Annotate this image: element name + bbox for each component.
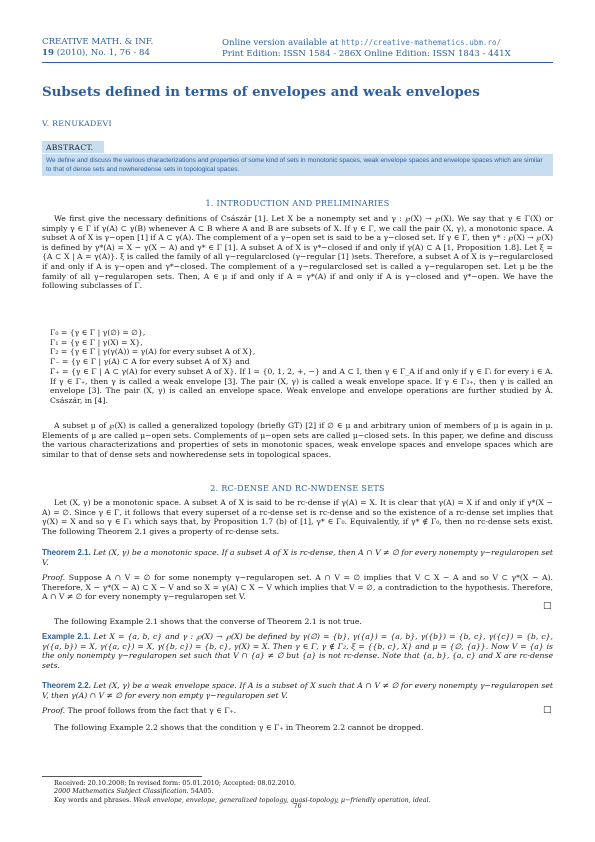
proof-2-1: Proof. Suppose A ∩ V = ∅ for some nonempty γ−regularopen set. A ∩ V = ∅ implies that V ⊂ X − A and so V ⊂ γ*(X − A). Therefore, X − γ*(X − A) ⊂ X − V and so X = γ(A) ⊂ X − V which implies that V = ∅, a contradiction to the hypothesis. Therefore, A ∩ V ≠ ∅ for every nonempty γ−regularopen set V. (42, 573, 553, 602)
example-2-1: Example 2.1. Let X = {a, b, c} and γ : ℘(X) → ℘(X) be defined by γ(∅) = {b}, γ({a}) = {a, b}, γ({b}) = {b, c}, γ({c}) = {b, c}, γ({a, b}) = X, γ({a, c}) = X, γ({b, c}) = {b, c}, γ(X) = X. Then γ ∈ Γ, γ ∉ Γ₂, ξ = {{b, c}, X} and μ = {∅, {a}}. Now V = {a} is the only nonempty γ−regularopen set such that V ∩ {a} ≠ ∅ but {a} is not rc-dense. Note that {a, b}, {a, c} and X are rc-dense sets. (42, 632, 554, 670)
abstract-box (42, 154, 553, 176)
theorem-label: Theorem 2.1. (42, 548, 91, 557)
print-edition: Print Edition: ISSN 1584 - 286X Online Edition: ISSN 1843 - 441X (222, 49, 511, 59)
theorem-2-2: Theorem 2.2. Let (X, γ) be a weak envelope space. If A is a subset of X such that A ∩ V ≠ ∅ for every nonempty γ−regularopen set V, then γ(A) ∩ V ≠ ∅ for every non empty γ−regularopen set V. (42, 681, 554, 700)
theorem-label: Theorem 2.2. (42, 681, 91, 690)
qed-symbol: □ (543, 601, 552, 611)
paper-title: Subsets defined in terms of envelopes and weak envelopes (42, 84, 480, 100)
author: V. RENUKADEVI (42, 119, 112, 128)
list-item: Γ₂ = {γ ∈ Γ | γ(γ(A)) = γ(A) for every subset A of X}, (50, 347, 256, 357)
list-item: Γ₁ = {γ ∈ Γ | γ(X) = X}, (50, 337, 143, 347)
journal-url-link[interactable]: http://creative-mathematics.ubm.ro/ (341, 38, 502, 47)
keywords: Key words and phrases. Weak envelope, envelope, generalized topology, quasi-topology, μ−friendly operation, ideal. (54, 795, 431, 804)
edition-header (222, 37, 511, 60)
theorem-2-1: Theorem 2.1. Let (X, γ) be a monotonic space. If a subset A of X is rc-dense, then A ∩ V ≠ ∅ for every nonempty γ−regularopen set V. (42, 548, 553, 567)
list-item: Γ₀ = {γ ∈ Γ | γ(∅) = ∅}, (50, 328, 146, 337)
abstract-label: ABSTRACT. (42, 141, 104, 153)
msc-classification: 2000 Mathematics Subject Classification. 54A05. (54, 787, 214, 796)
section1-para3: A subset μ of ℘(X) is called a generalized topology (briefly GT) [2] if ∅ ∈ μ and arbitrary union of members of μ is again in μ. Elements of μ are called μ−open sets. Complements of μ−open sets are called μ−closed sets. In this paper, we define and discuss the various characterizations and properties of sets in monotonic spaces, weak envelope spaces and envelope spaces which are similar to that of dense sets and nowheredense sets in topological spaces. (42, 421, 553, 459)
list-item: Γ₋ = {γ ∈ Γ | γ(A) ⊂ A for every subset A of X} and (50, 356, 250, 366)
example-label: Example 2.1. (42, 632, 91, 641)
section2-para2: The following Example 2.1 shows that the converse of Theorem 2.1 is not true. (54, 617, 362, 626)
page-number: 76 (293, 803, 302, 810)
section1-para1: We first give the necessary definitions of Császár [1]. Let X be a nonempty set and γ : ℘(X) → ℘(X). We say that γ ∈ Γ(X) or simply γ ∈ Γ if γ(A) ⊂ γ(B) whenever A ⊂ B where A and B are subsets of X. If γ ∈ Γ, we call the pair (X, γ), a monotonic space. A subset A of X is γ−open [1] if A ⊂ γ(A). The complement of a γ−open set is said to be a γ−closed set. If γ ∈ Γ, then γ* : ℘(X) → ℘(X) is defined by γ*(A) = X − γ(X − A) and γ* ∈ Γ [1]. A subset A of X is γ*−closed if and only if γ(A) ⊂ A [1, Proposition 1.8]. Let ξ = {A ⊂ X | A = γ(A)}. ξ is called the family of all γ−regularclosed (γ−regular [1] )sets. Therefore, a subset A of X is γ−regularclosed if and only if A is γ−open and γ*−closed. The complement of a γ−regularclosed set is called a γ−regularopen set. Let μ be the family of all γ−regularopen sets. Then, A ∈ μ if and only if A = γ*(A) if and only if A is γ−closed and γ*−open. We have the following subclasses of Γ. (42, 214, 553, 291)
section2-para1: Let (X, γ) be a monotonic space. A subset A of X is said to be rc-dense if γ(A) = X. It is clear that γ(A) = X if and only if γ*(X − A) = ∅. Since γ ∈ Γ, it follows that every superset of a rc-dense set is rc-dense and so the existence of a rc-dense set implies that γ(X) = X and so γ ∈ Γ₁ which says that, by Proposition 1.7 (b) of [1], γ* ∈ Γ₀. Equivalently, if γ* ∉ Γ₀, then no rc-dense sets exist. The following Theorem 2.1 gives a property of rc-dense sets. (42, 498, 553, 536)
section-heading-2: 2. RC-DENSE AND RC-NWDENSE SETS (210, 484, 385, 493)
section1-para2: Γ₊ = {γ ∈ Γ | A ⊂ γ(A) for every subset A of X}. If I = {0, 1, 2, +, −} and A ⊂ I, then γ ∈ Γ_A if and only if γ ∈ Γᵢ for every i ∈ A. If γ ∈ Γ₊, then γ is called a weak envelope [3]. The pair (X, γ) is called a weak envelope space. If γ ∈ Γ₂₊, then γ is called an envelope [3]. The pair (X, γ) is called an envelope space. Weak envelope and envelope operations are further studied by Á. Császár, in [4]. (50, 367, 553, 405)
footnote-rule (42, 776, 202, 777)
journal-volume: 19 (2010), No. 1, 76 - 84 (42, 48, 150, 58)
journal-name: CREATIVE MATH. & INF. (42, 37, 154, 47)
header-rule (42, 62, 553, 63)
received-dates: Received: 20.10.2008; In revised form: 05.01.2010; Accepted: 08.02.2010. (54, 779, 296, 787)
section-heading-1: 1. INTRODUCTION AND PRELIMINARIES (205, 199, 390, 208)
qed-symbol: □ (543, 705, 552, 715)
footnote (54, 779, 431, 804)
abstract-text: We define and discuss the various characterizations and properties of some kind of sets in monotonic spaces, weak envelope spaces and envelope spaces which are similar to that of dense sets and nowheredense sets in topological spaces. (46, 157, 543, 173)
proof-2-2: Proof. The proof follows from the fact that γ ∈ Γ₊. (42, 706, 237, 715)
section2-para3: The following Example 2.2 shows that the condition γ ∈ Γ₊ in Theorem 2.2 cannot be dropped. (54, 723, 424, 732)
online-version: Online version available at http://creative-mathematics.ubm.ro/ (222, 38, 502, 48)
gamma-subclass-list (50, 328, 553, 366)
journal-header (42, 37, 153, 59)
